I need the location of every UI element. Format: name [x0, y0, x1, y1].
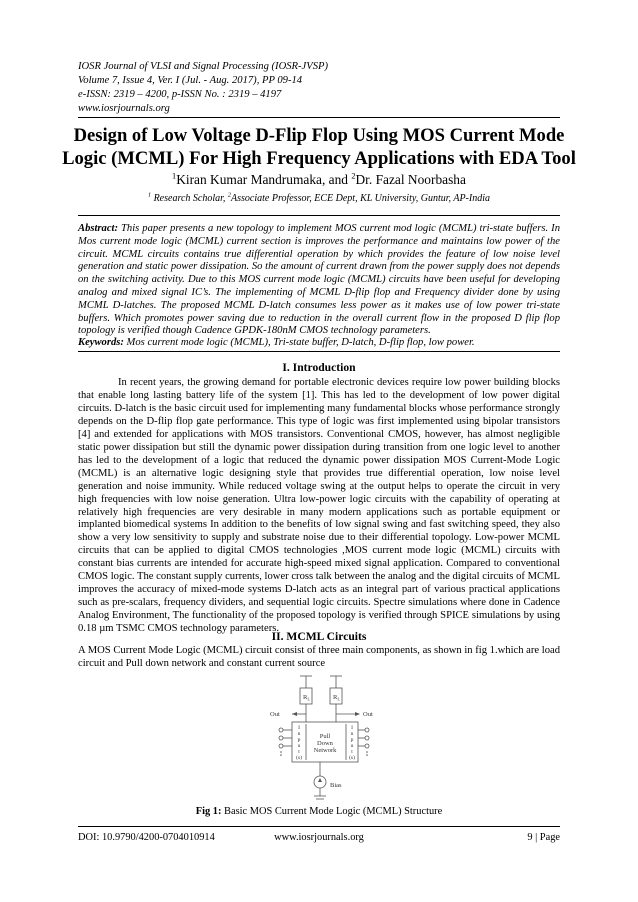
affil-text-2: Associate Professor, ECE Dept, KL University, Guntur, AP-India	[231, 193, 490, 204]
out-right-label: Out	[363, 711, 373, 718]
bias-label: Bias	[330, 782, 342, 789]
left-input-letter: p	[297, 737, 301, 743]
left-input-letter: t	[298, 749, 300, 755]
introduction-paragraph: In recent years, the growing demand for portable electronic devices require low power building blocks that enable long lasting battery life of the system [1]. This has led to the development of low power digital circuits. D-latch is the basic circuit used for implementing many fundamental blocks whose performance strongly depends on the D-flip flop gate performance. This type of logic was first implemented using bipolar transistors [4] and extended for applications with MOS transistors. Conventional CMOS, however, has almost negligible static power dissipation but still the dynamic power dissipation during transition from one logic level to another has led to the development of a logic that reduced the dynamic power dissipation MOS Current-Mode Logic (MCML) is an alternative logic designing style that provides true differential operation, low noise level generation and noise immunity. While reduced voltage swing at the output helps to operate the circuit in very high frequencies with low noise generation. Ultra low-power logic circuits with the capability of operating at relatively high frequencies are very desirable in many modern applications such as portable equipment or implanted biomedical systems In addition to the benefits of low signal swing and fast switching speed, they also show a very low sensitivity to supply and substrate noise due to their differential topology. Low-power MCML circuits that can be applied to digital CMOS technologies ,MOS current mode logic (MCML) circuits with constant bias currents are intended for accurate high-speed mixed signal application. Compared to conventional CMOS logic. The constant supply currents, lower cross talk between the analog and the digital circuits of MCML improves the accuracy of mixed-mode systems D-latch acts as an integral part of various practical applications such as pre-scalars, frequency dividers, and sequential logic circuits. Spectre simulations where done in Cadence Analog Environment, The functionality of the proposed topology is verified through SPICE simulations by using 0.18 µm TSMC CMOS technology parameters.	[78, 377, 560, 635]
journal-name: IOSR Journal of VLSI and Signal Processing (IOSR-JVSP)	[78, 61, 328, 72]
affil-superscript-1: 1	[147, 191, 152, 199]
author2-name: Dr. Fazal Noorbasha	[355, 172, 466, 187]
footer-doi: DOI: 10.9790/4200-0704010914	[78, 832, 215, 843]
footer-website: www.iosrjournals.org	[274, 832, 364, 843]
figure-caption-label: Fig 1:	[195, 806, 222, 817]
section-heading-mcml: II. MCML Circuits	[271, 630, 367, 643]
affil-text-1: Research Scholar,	[151, 193, 228, 204]
right-input-letter: t	[351, 749, 353, 755]
footer-divider	[78, 826, 560, 827]
right-input-letter: p	[350, 737, 354, 743]
figure-caption	[60, 806, 578, 817]
right-load-resistor-label: $R_L$	[333, 694, 341, 702]
affil-superscript-2: 2	[227, 191, 232, 199]
right-input-letter: I	[351, 725, 353, 731]
out-left-label: Out	[270, 711, 280, 718]
pdn-label-line2: Down	[317, 740, 333, 747]
right-input-suffix: (s)	[349, 755, 355, 761]
left-input-letter: n	[297, 731, 301, 737]
author1-superscript: 1	[172, 171, 177, 181]
abstract-label: Abstract:	[78, 223, 119, 234]
section-heading-introduction: I. Introduction	[282, 361, 356, 374]
abstract-text: This paper presents a new topology to implement MOS current mod logic (MCML) tri-state buffers. In Mos current mode logic (MCML) current section is improves the performance and maintains low power of the circuit. MCML circuits contains true differential operation by which provides the feature of low noise level generation and static power dissipation. So the amount of current drawn from the power supply does not depends on the switching activity. Due to this MOS current mode logic (MCML) circuits have been useful for developing analog and mixed signal IC’s. The implementing of MCML D-flip flop and Frequency divider done by using MCML D-latches. The proposed MCML D-latch consumes less power as it makes use of low power tri-state buffers. Which promotes power saving due to reduction in the overall current flow in the proposed D flip flop topology is verified though Cadence GPDK-180nM CMOS technology parameters.	[78, 223, 560, 337]
left-input-suffix: (s)	[296, 755, 302, 761]
keywords-label: Keywords:	[78, 337, 124, 348]
mcml-paragraph: A MOS Current Mode Logic (MCML) circuit consist of three main components, as shown in fig 1.which are load circuit and Pull down network and constant current source	[78, 645, 560, 669]
left-input-letter: u	[297, 743, 301, 749]
author2-superscript: 2	[351, 171, 356, 181]
pdn-label-line1: Pull	[319, 733, 331, 740]
left-input-letter: I	[298, 725, 300, 731]
footer-page-number: 9 | Page	[527, 832, 560, 843]
paper-title: Design of Low Voltage D-Flip Flop Using MOS Current Mode Logic (MCML) For High Frequency Applications with EDA Tool	[62, 125, 576, 169]
pdn-label-line3: Network	[313, 747, 337, 754]
right-input-letter: u	[350, 743, 354, 749]
author1-name: Kiran Kumar Mandrumaka, and	[176, 172, 352, 187]
journal-volume: Volume 7, Issue 4, Ver. I (Jul. - Aug. 2017), PP 09-14	[78, 75, 303, 86]
journal-issn: e-ISSN: 2319 – 4200, p-ISSN No. : 2319 – 4197	[78, 89, 282, 100]
left-load-resistor-label: $R_L$	[303, 694, 311, 702]
right-input-letter: n	[350, 731, 354, 737]
keywords-text: Mos current mode logic (MCML), Tri-state buffer, D-latch, D-flip flop, low power.	[123, 337, 475, 348]
journal-website: www.iosrjournals.org	[78, 103, 170, 114]
figure-caption-text: Basic MOS Current Mode Logic (MCML) Structure	[221, 806, 443, 817]
